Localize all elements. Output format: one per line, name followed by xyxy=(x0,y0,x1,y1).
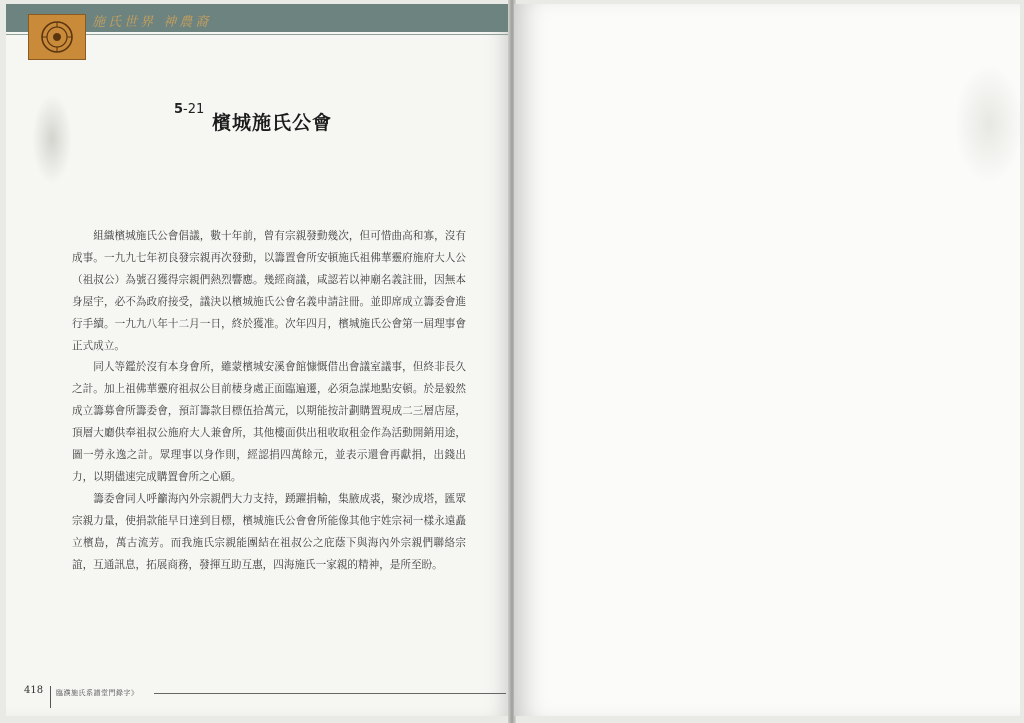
right-page xyxy=(514,4,1020,716)
clan-emblem-icon xyxy=(28,14,86,60)
paragraph: 籌委會同人呼籲海內外宗親們大力支持，踴躍捐輸，集腋成裘，聚沙成塔，匯眾宗親力量，使捐款能早日達到目標，檳城施氏公會會所能像其他宇姓宗祠一樣永遠矗立檳島，萬古流芳。而我施氏宗親能團結在祖叔公之庇蔭下與海內外宗親們聯絡宗誼，互通訊息，拓展商務，發揮互助互惠，四海施氏一家親的精神，是所至盼。 xyxy=(72,492,466,571)
section-number-suffix: -21 xyxy=(183,102,205,117)
header-title: 施氏世界 神農裔 xyxy=(92,15,212,30)
article-body xyxy=(72,226,466,577)
page-number: 418 xyxy=(24,685,44,696)
page-smudge xyxy=(954,64,1024,184)
section-title: 檳城施氏公會 xyxy=(212,112,333,134)
section-number xyxy=(174,102,204,117)
section-number-main: 5 xyxy=(174,102,184,117)
footer-running-title: 臨濮施氏系譜堂門錄字》 xyxy=(56,689,139,697)
paragraph: 同人等鑑於沒有本身會所，雖蒙檳城安溪會館慷慨借出會議室議事，但終非長久之計。加上祖佛華靈府祖叔公目前棲身處正面臨遍遷，必須急謀地點安頓。於是毅然成立籌募會所籌委會，預訂籌款目標伍拾萬元，以期能按計劃購置現成二三層店屋，頂層大廳供奉祖叔公施府大人兼會所，其他樓面供出租收取租金作為活動開銷用途，圖一勞永逸之計。眾理事以身作則，經認捐四萬餘元，並表示還會再獻捐，出錢出力，以期儘速完成購置會所之心願。 xyxy=(72,361,466,483)
page-smudge xyxy=(32,94,72,184)
paragraph: 組織檳城施氏公會倡議，數十年前，曾有宗親發動幾次，但可惜曲高和寡，沒有成事。一九九七年初良發宗親再次發動，以籌置會所安頓施氏祖佛華靈府施府大人公（祖叔公）為號召獲得宗親們熱烈響應。幾經商議，咸認若以神廟名義註冊，因無本身屋宇，必不為政府接受，議決以檳城施氏公會名義申請註冊。並即席成立籌委會進行手續。一九九八年十二月一日，終於獲准。次年四月，檳城施氏公會第一屆理事會正式成立。 xyxy=(72,230,466,352)
footer-divider-tick xyxy=(50,686,51,708)
left-page xyxy=(6,4,512,716)
footer-rule xyxy=(154,693,506,694)
